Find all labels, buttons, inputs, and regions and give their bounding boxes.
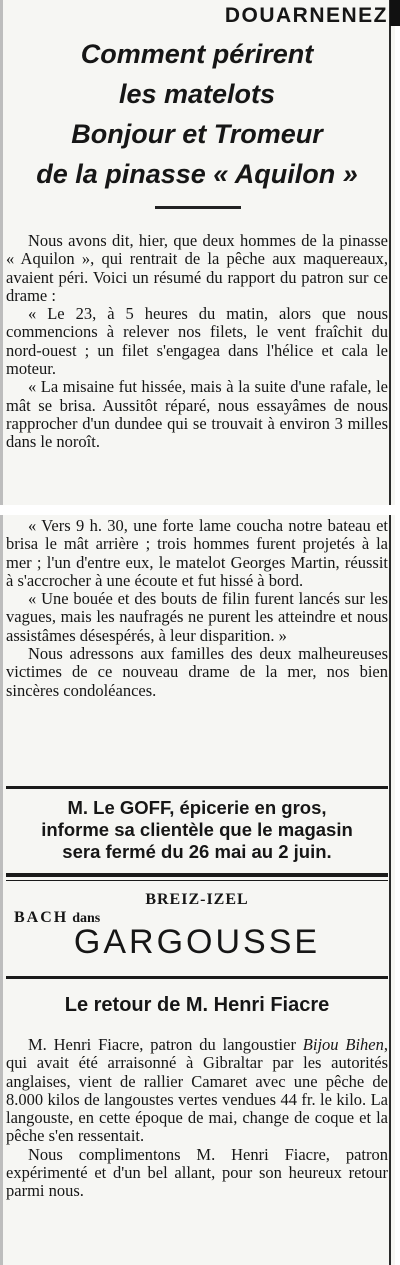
- paragraph: Nous adressons aux familles des deux malheureuses victimes de ce nouveau drame de la mer, nos bien sincères condoléances.: [6, 644, 388, 700]
- article-aquilon-part-1: [6, 232, 388, 452]
- cartoon-title: GARGOUSSE: [73, 923, 321, 961]
- cartoon-author: BACH: [14, 909, 69, 926]
- column-edge-left: [0, 0, 3, 1265]
- notice-le-goff: [6, 797, 388, 863]
- dateline: DOUARNENEZ: [224, 4, 388, 27]
- headline-line-4: de la pinasse « Aquilon »: [36, 159, 358, 189]
- notice-line: M. Le GOFF, épicerie en gros,: [67, 797, 327, 818]
- paragraph: Nous complimentons M. Henri Fiacre, patron expérimenté et d'un bel allant, pour son heureux retour parmi nous.: [6, 1144, 388, 1201]
- cartoon-author-suffix: dans: [72, 911, 101, 926]
- headline: [6, 34, 388, 194]
- paragraph: « Une bouée et des bouts de filin furent lancés sur les vagues, mais les naufragés ne purent les atteindre et nous assistâmes désespérés, à leur disparition. »: [6, 589, 388, 645]
- boat-name: Bijou Bihen: [302, 1035, 384, 1054]
- paragraph: « Vers 9 h. 30, une forte lame coucha notre bateau et brisa le mât arrière ; trois hommes furent projetés à la mer ; l'un d'entre eux, le matelot Georges Martin, réussit à s'accrocher à une écoute et fut hissé à bord.: [6, 516, 388, 590]
- paragraph: « La misaine fut hissée, mais à la suite d'une rafale, le mât se brisa. Aussitôt réparé, nous essayâmes de nous rapprocher d'un dundee qui se trouvait à environ 3 milles dans le noroît.: [6, 377, 388, 452]
- page-margin-right: [395, 0, 400, 1265]
- headline-divider: [155, 206, 241, 209]
- column-break: [0, 505, 400, 515]
- notice-line: sera fermé du 26 mai au 2 juin.: [62, 841, 332, 862]
- article-title: Le retour de M. Henri Fiacre: [64, 994, 330, 1016]
- notice-line: informe sa clientèle que le magasin: [41, 819, 353, 840]
- section-divider-thick: [6, 873, 388, 877]
- headline-line-2: les matelots: [118, 79, 276, 109]
- article-retour: [6, 1036, 388, 1201]
- column-rule-right: [389, 0, 391, 1265]
- paragraph: M. Henri Fiacre, patron du langoustier Bijou Bihen, qui avait été arraisonné à Gibraltar par les autorités anglaises, vient de rallier Camaret avec une pêche de 8.000 kilos de langoustes vertes vendues 44 fr. le kilo. La langouste, en cette époque de mai, change de coque et la pêche s'en ressentait.: [6, 1035, 389, 1146]
- cartoon-kicker: BREIZ-IZEL: [145, 891, 249, 908]
- paragraph: Nous avons dit, hier, que deux hommes de la pinasse « Aquilon », qui rentrait de la pêche aux maquereaux, avaient péri. Voici un résumé du rapport du patron sur ce drame :: [6, 231, 388, 305]
- section-divider: [6, 976, 388, 979]
- section-divider: [6, 786, 388, 789]
- article-aquilon-part-2: [6, 517, 388, 700]
- headline-line-3: Bonjour et Tromeur: [71, 119, 323, 149]
- paragraph: « Le 23, à 5 heures du matin, alors que nous commencions à relever nos filets, le vent fraîchit du nord-ouest ; un filet s'engagea dans l'hélice et cala le moteur.: [6, 304, 388, 379]
- headline-line-1: Comment périrent: [80, 39, 314, 69]
- section-divider-thin: [6, 880, 388, 881]
